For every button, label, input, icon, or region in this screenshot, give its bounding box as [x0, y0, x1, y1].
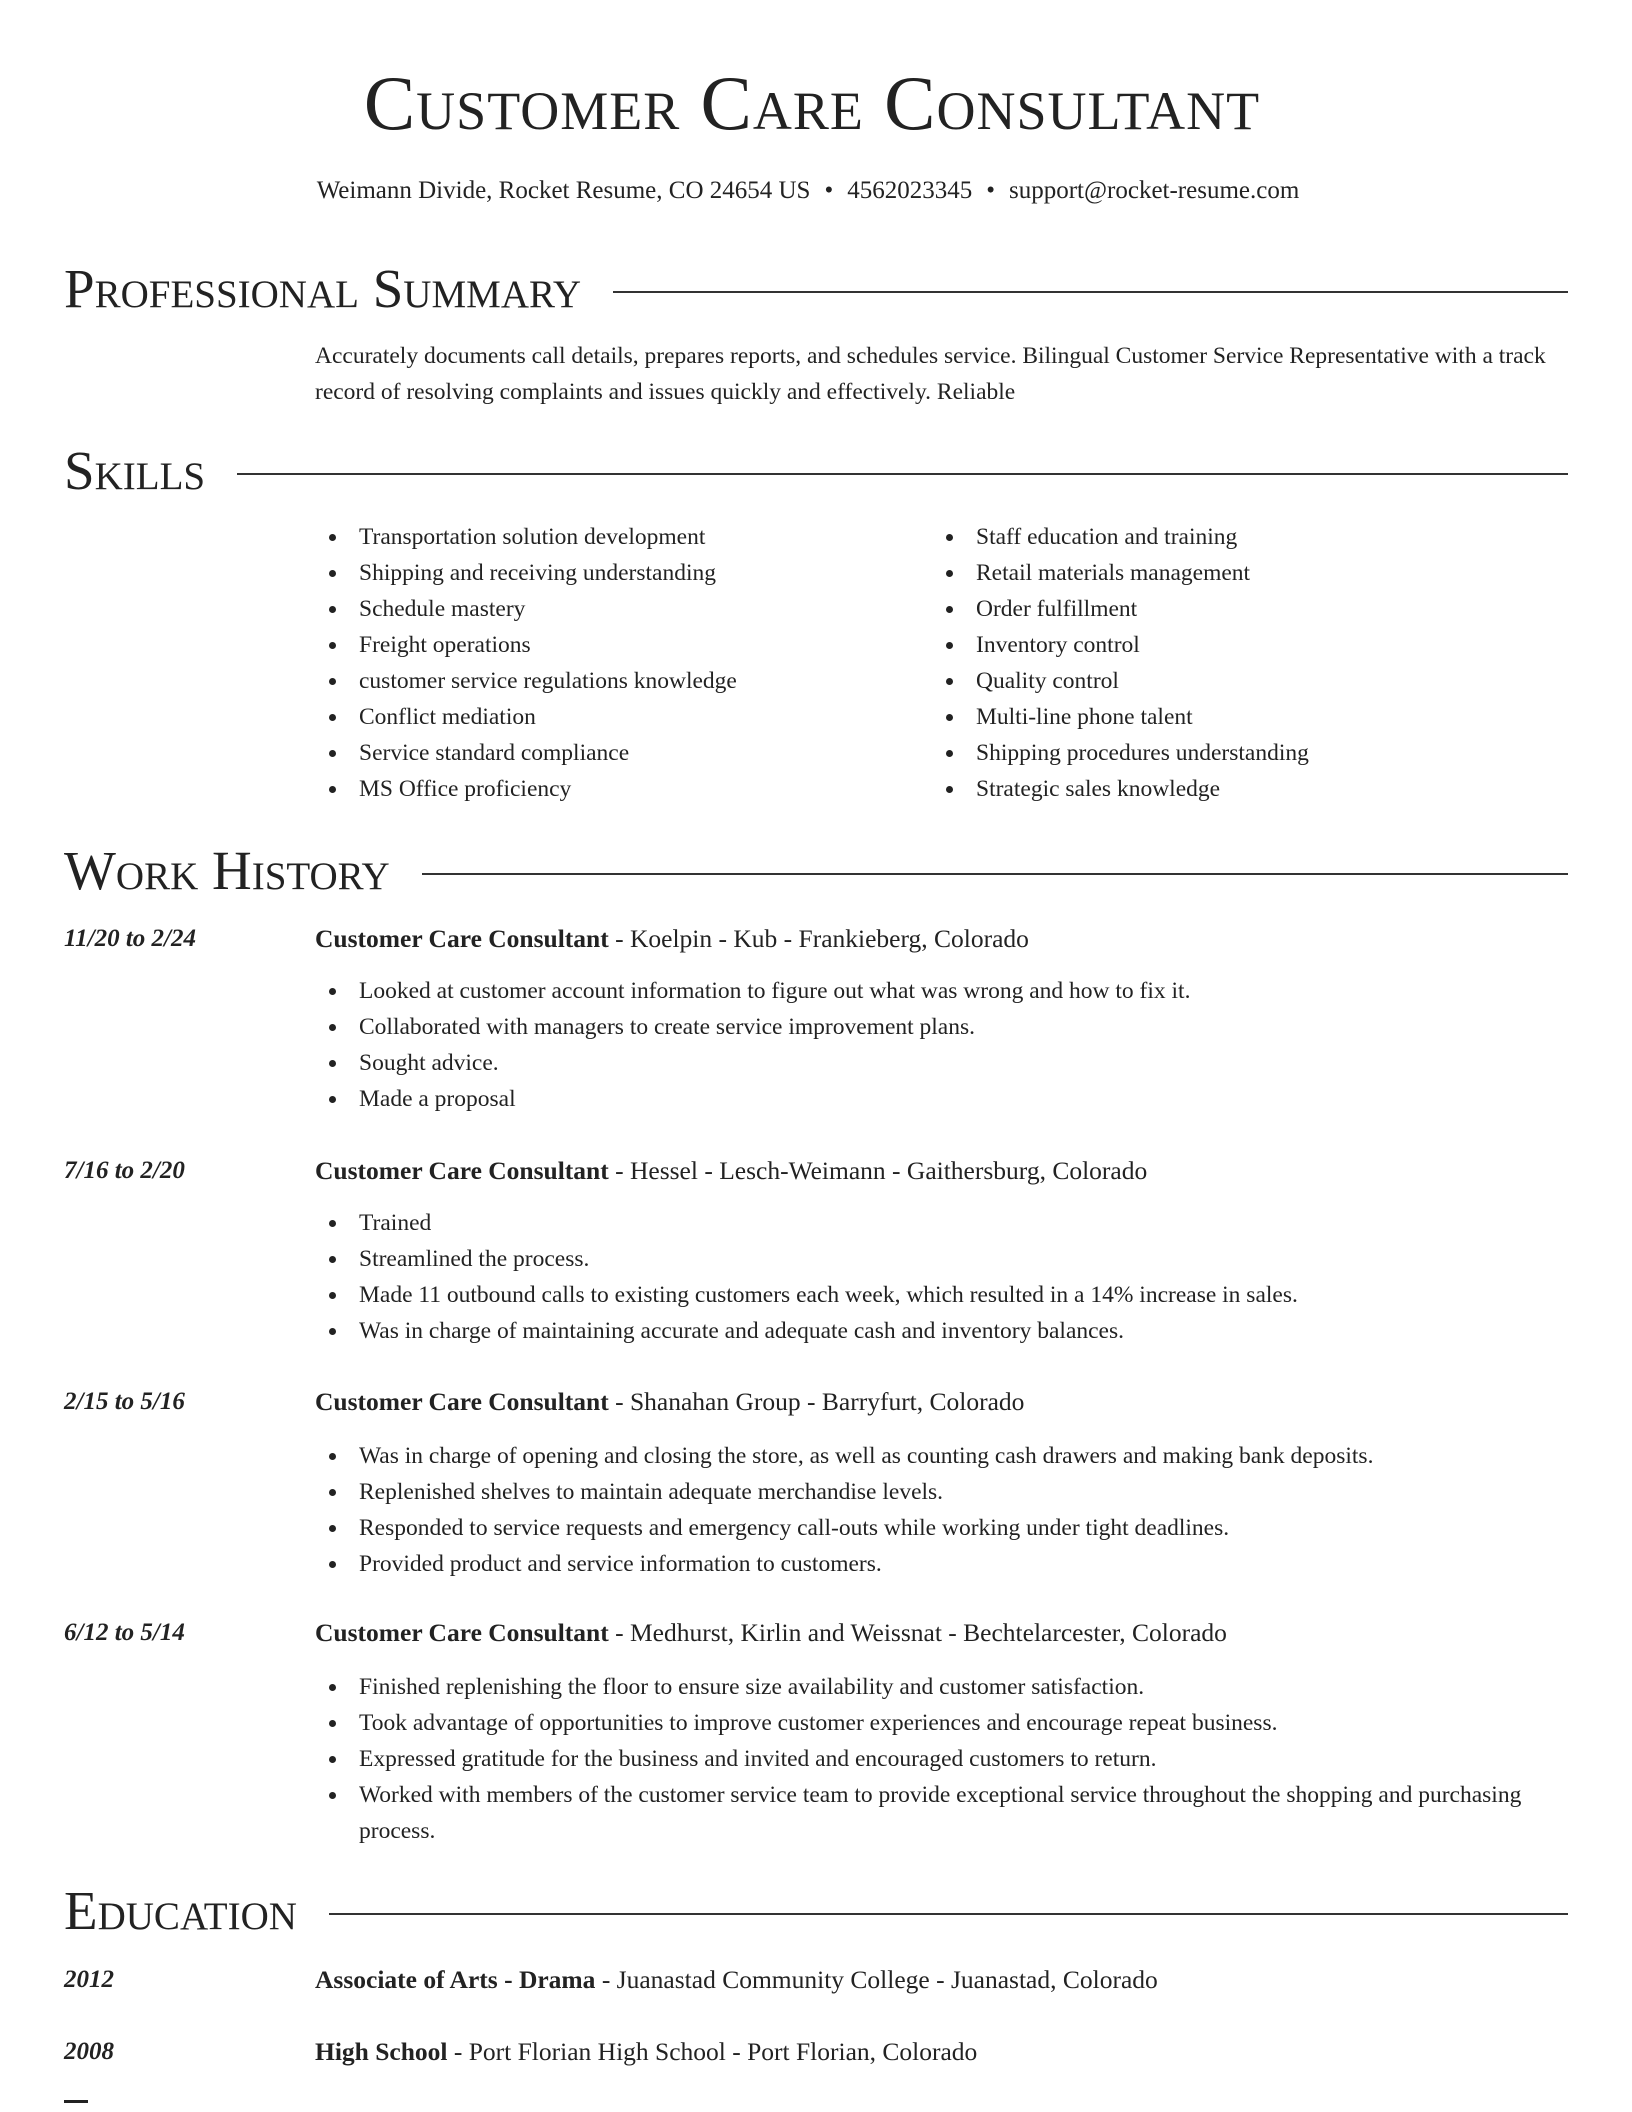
education-entry [315, 2034, 1571, 2070]
job-bullet: Worked with members of the customer service team to provide exceptional service throughout the shopping and purchasing process. [315, 1777, 1571, 1849]
job-details: - Shanahan Group - Barryfurt, Colorado [608, 1387, 1025, 1416]
skill-item: Transportation solution development [315, 519, 915, 555]
job-bullet: Expressed gratitude for the business and invited and encouraged customers to return. [315, 1741, 1571, 1777]
section-divider [329, 1913, 1568, 1915]
job-date: 7/16 to 2/20 [64, 1157, 185, 1184]
education-year: 2012 [64, 1966, 114, 1993]
skills-heading-text: Skills [64, 440, 206, 501]
education-degree: Associate of Arts - Drama [315, 1965, 596, 1994]
skill-item: Schedule mastery [315, 591, 915, 627]
job-header [315, 1615, 1571, 1651]
skills-list-right [932, 519, 1552, 807]
contact-phone: 4562023345 [847, 177, 973, 204]
job-title: Customer Care Consultant [315, 1387, 609, 1416]
job-date: 11/20 to 2/24 [64, 925, 196, 952]
work-history-heading-text: Work History [64, 840, 390, 901]
job-header [315, 1384, 1571, 1420]
skill-item: Freight operations [315, 627, 915, 663]
summary-heading [64, 254, 1568, 324]
job-bullet: Replenished shelves to maintain adequate merchandise levels. [315, 1474, 1571, 1510]
work-history-heading [64, 836, 1568, 906]
skill-item: Quality control [932, 663, 1552, 699]
job-header [315, 921, 1571, 957]
job-bullet: Looked at customer account information to figure out what was wrong and how to fix it. [315, 973, 1571, 1009]
job-title: Customer Care Consultant [315, 1618, 609, 1647]
summary-text: Accurately documents call details, prepares reports, and schedules service. Bilingual Customer Service Representative with a track record of resolving complaints and issues quickly and effectively. Reliable [315, 343, 1546, 405]
skill-item: Inventory control [932, 627, 1552, 663]
contact-line [0, 174, 1616, 208]
skills-list-left [315, 519, 915, 807]
skill-item: Shipping procedures understanding [932, 735, 1552, 771]
contact-separator: • [986, 177, 995, 204]
section-divider [422, 873, 1568, 875]
job-bullets [315, 1669, 1571, 1849]
skill-item: Retail materials management [932, 555, 1552, 591]
skill-item: Staff education and training [932, 519, 1552, 555]
skill-item: Strategic sales knowledge [932, 771, 1552, 807]
skill-item: customer service regulations knowledge [315, 663, 915, 699]
job-details: - Hessel - Lesch-Weimann - Gaithersburg, Colorado [608, 1156, 1148, 1185]
job-bullet: Streamlined the process. [315, 1241, 1571, 1277]
job-bullets [315, 1205, 1571, 1349]
contact-email[interactable]: support@rocket-resume.com [1009, 177, 1300, 204]
education-year: 2008 [64, 2038, 114, 2065]
skill-item: Shipping and receiving understanding [315, 555, 915, 591]
education-details: - Port Florian High School - Port Florian, Colorado [447, 2037, 978, 2066]
job-bullet: Trained [315, 1205, 1571, 1241]
section-divider [237, 473, 1568, 475]
next-section-heading-fragment [64, 2100, 88, 2103]
education-heading-text: Education [64, 1880, 297, 1941]
job-details: - Koelpin - Kub - Frankieberg, Colorado [608, 924, 1029, 953]
section-divider [613, 291, 1568, 293]
skill-item: Conflict mediation [315, 699, 915, 735]
job-bullet: Collaborated with managers to create service improvement plans. [315, 1009, 1571, 1045]
skill-item: Service standard compliance [315, 735, 915, 771]
education-degree: High School [315, 2037, 448, 2066]
job-bullet: Took advantage of opportunities to improve customer experiences and encourage repeat business. [315, 1705, 1571, 1741]
job-bullet: Finished replenishing the floor to ensure size availability and customer satisfaction. [315, 1669, 1571, 1705]
job-bullet: Provided product and service information to customers. [315, 1546, 1571, 1582]
education-details: - Juanastad Community College - Juanastad, Colorado [595, 1965, 1158, 1994]
job-date: 2/15 to 5/16 [64, 1388, 185, 1415]
job-title: Customer Care Consultant [315, 1156, 609, 1185]
skill-item: MS Office proficiency [315, 771, 915, 807]
job-bullet: Was in charge of opening and closing the store, as well as counting cash drawers and making bank deposits. [315, 1438, 1571, 1474]
resume-name: Customer Care Consultant [363, 60, 1261, 146]
skill-item: Order fulfillment [932, 591, 1552, 627]
contact-address: Weimann Divide, Rocket Resume, CO 24654 US [316, 177, 811, 204]
job-bullets [315, 973, 1571, 1117]
job-header [315, 1153, 1571, 1189]
job-bullet: Sought advice. [315, 1045, 1571, 1081]
job-bullet: Made 11 outbound calls to existing customers each week, which resulted in a 14% increase in sales. [315, 1277, 1571, 1313]
job-date: 6/12 to 5/14 [64, 1619, 185, 1646]
education-heading [64, 1876, 1568, 1946]
skill-item: Multi-line phone talent [932, 699, 1552, 735]
skills-heading [64, 436, 1568, 506]
job-bullet: Was in charge of maintaining accurate and adequate cash and inventory balances. [315, 1313, 1571, 1349]
summary-heading-text: Professional Summary [64, 258, 582, 319]
job-title: Customer Care Consultant [315, 924, 609, 953]
job-bullet: Responded to service requests and emergency call-outs while working under tight deadlines. [315, 1510, 1571, 1546]
job-details: - Medhurst, Kirlin and Weissnat - Bechtelarcester, Colorado [608, 1618, 1227, 1647]
education-entry [315, 1962, 1571, 1998]
job-bullet: Made a proposal [315, 1081, 1571, 1117]
job-bullets [315, 1438, 1571, 1582]
contact-separator: • [824, 177, 834, 204]
